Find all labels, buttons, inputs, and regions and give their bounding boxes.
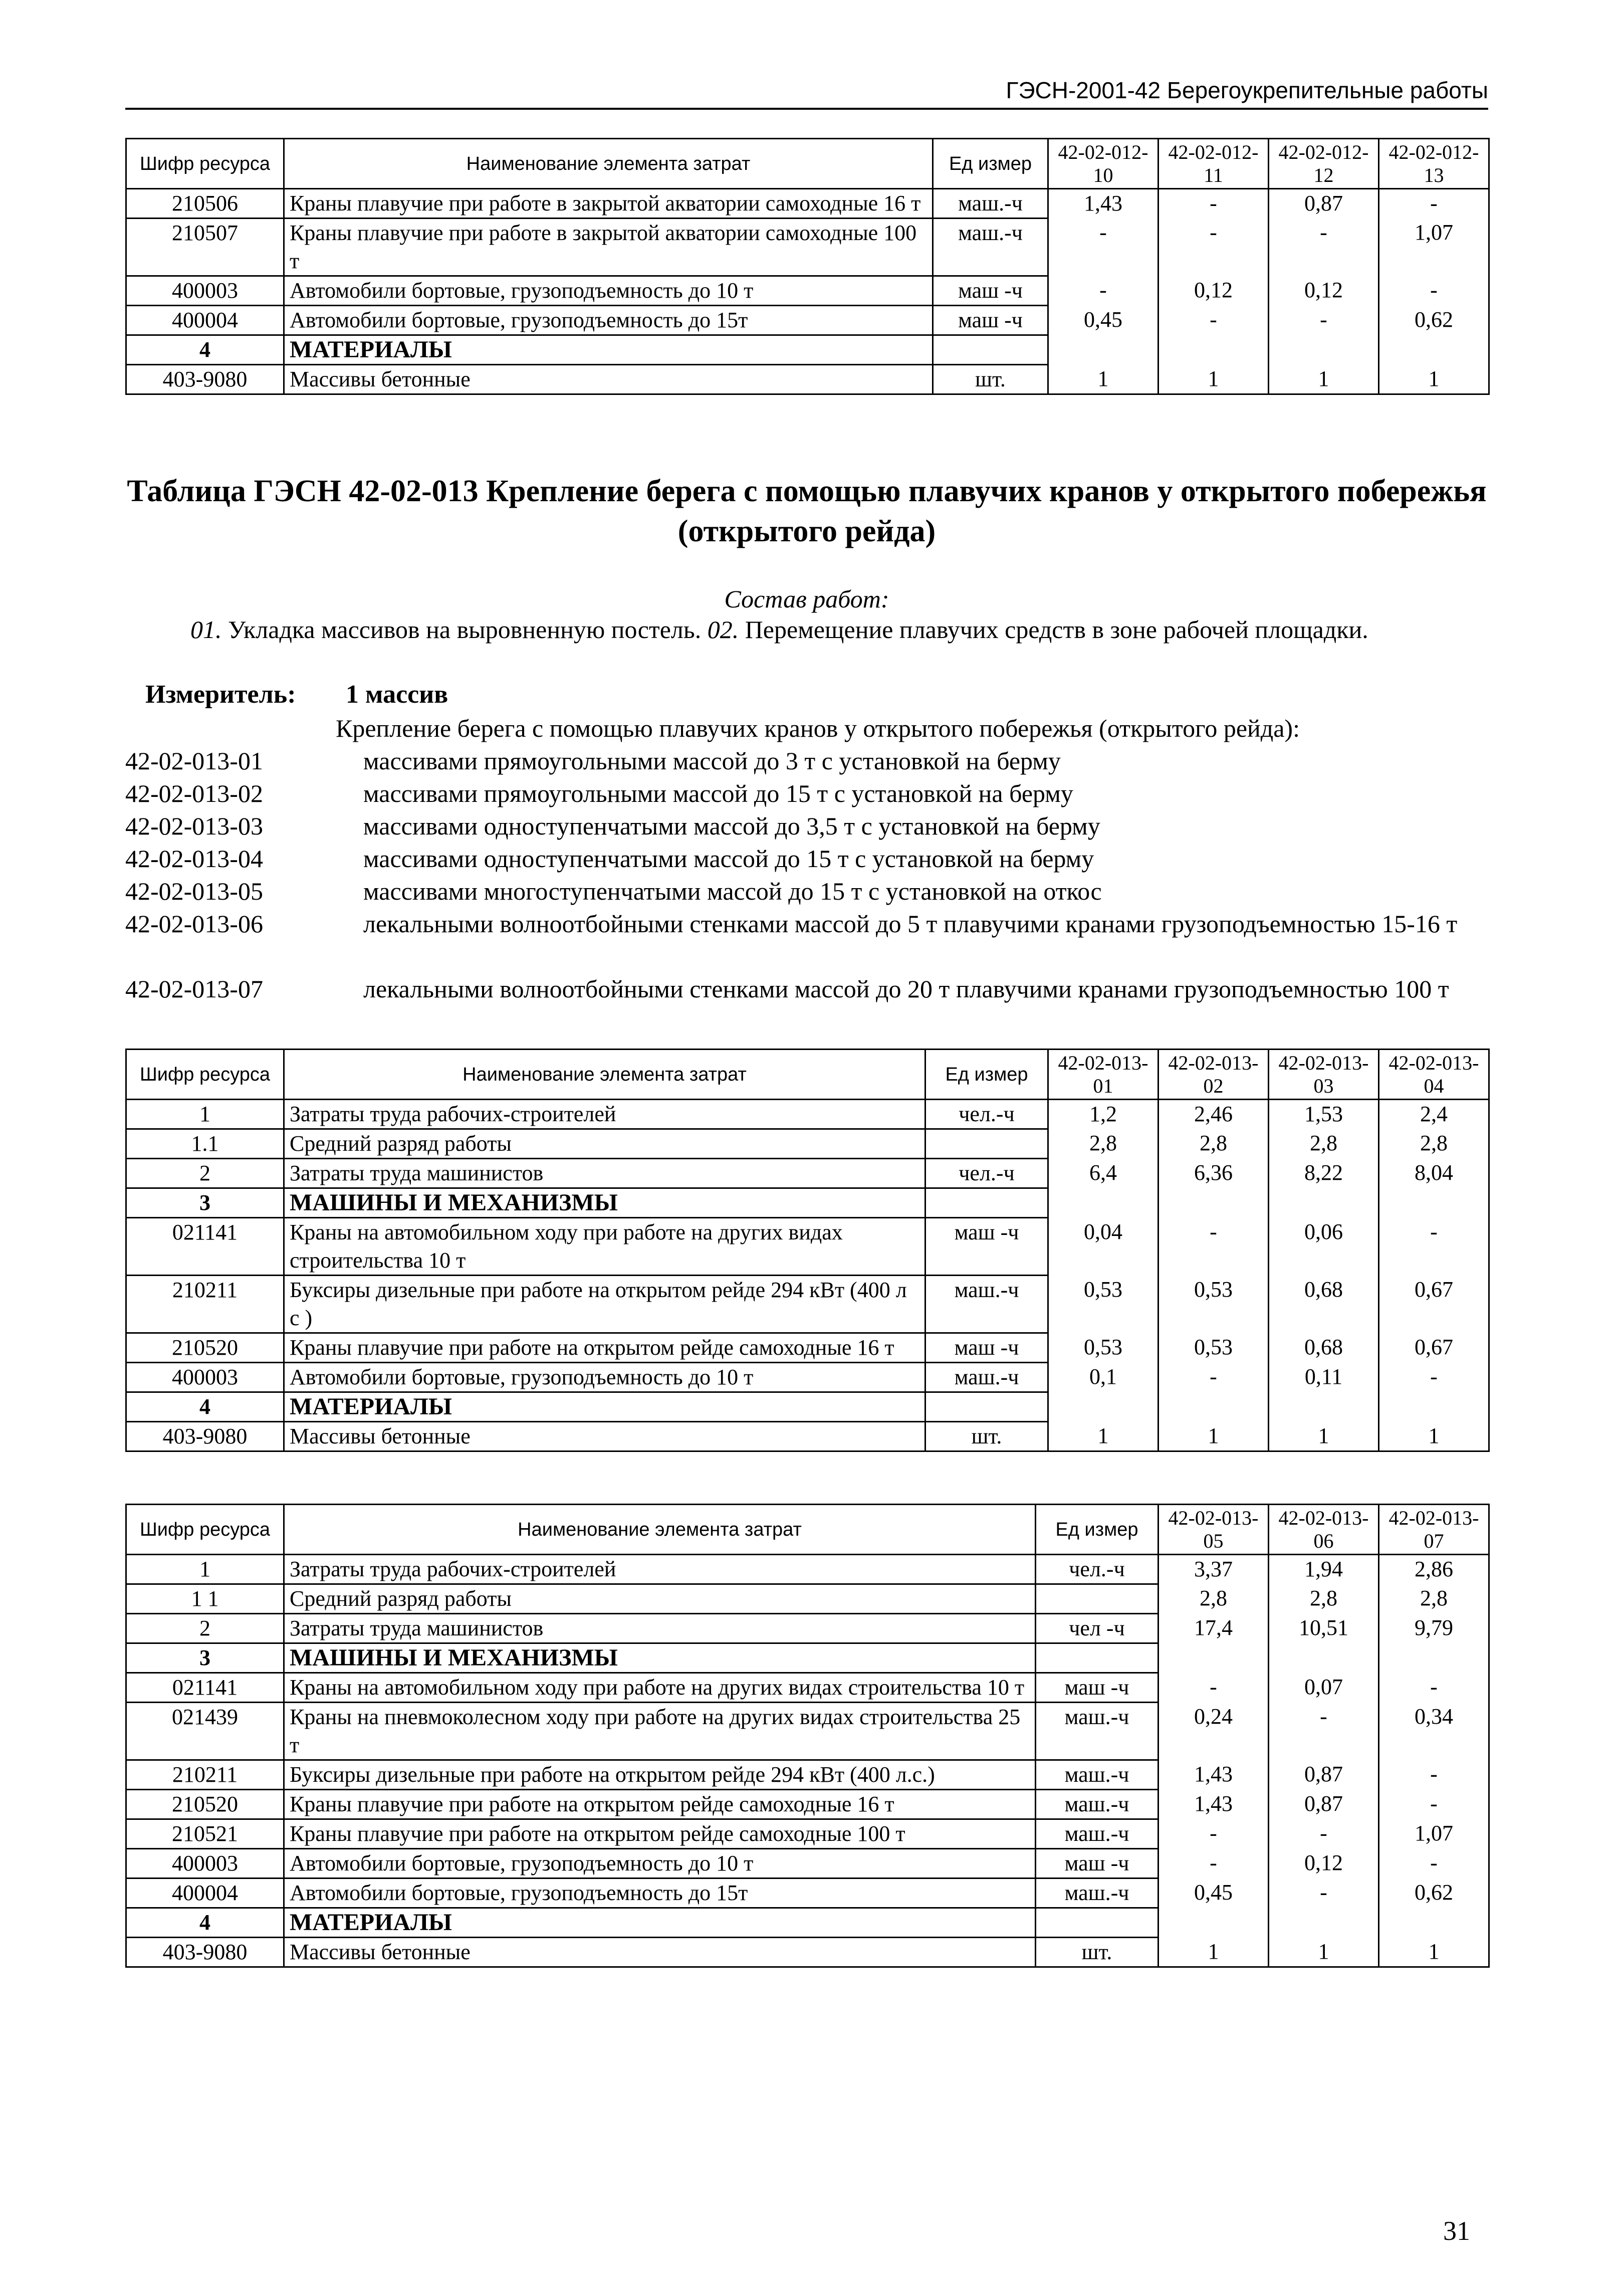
resource-name-cell: Затраты труда машинистов <box>284 1614 1036 1643</box>
table-header-row <box>126 1050 1489 1100</box>
unit-cell <box>1036 1584 1158 1614</box>
column-header-unit: Ед измер <box>925 1050 1048 1100</box>
meter-label: Измеритель: <box>145 680 296 709</box>
value-cell: 10,51 <box>1269 1614 1379 1643</box>
resource-code-cell: 400004 <box>126 1879 284 1908</box>
value-cell <box>1158 1908 1269 1938</box>
value-cell: - <box>1048 276 1158 306</box>
value-cell: - <box>1379 1790 1489 1819</box>
value-cell: 0,1 <box>1048 1363 1158 1392</box>
value-cell: 1 <box>1379 1422 1489 1451</box>
value-cell: - <box>1269 219 1379 276</box>
norm-code: 42-02-013-05 <box>125 877 263 905</box>
value-cell: 0,87 <box>1269 189 1379 219</box>
value-cell: - <box>1269 1703 1379 1760</box>
unit-cell: шт. <box>925 1422 1048 1451</box>
value-cell: 0,24 <box>1158 1703 1269 1760</box>
value-cell: 0,12 <box>1269 1849 1379 1879</box>
value-cell: 1 <box>1048 365 1158 394</box>
table-row <box>126 1100 1489 1129</box>
column-header-name: Наименование элемента затрат <box>284 139 933 189</box>
resource-code-cell: 4 <box>126 1392 284 1422</box>
column-header-name: Наименование элемента затрат <box>284 1050 925 1100</box>
resource-code-cell: 1 <box>126 1100 284 1129</box>
unit-cell: чел.-ч <box>925 1100 1048 1129</box>
resource-name-cell: МАШИНЫ И МЕХАНИЗМЫ <box>284 1188 925 1218</box>
value-cell: 2,8 <box>1158 1129 1269 1159</box>
table-title: Таблица ГЭСН 42-02-013 Крепление берега с помощью плавучих кранов у открытого побережья (открытого рейда) <box>127 474 1487 548</box>
value-cell: 1 <box>1269 365 1379 394</box>
table-row <box>126 1790 1489 1819</box>
value-cell: 9,79 <box>1379 1614 1489 1643</box>
unit-cell: маш.-ч <box>1036 1703 1158 1760</box>
unit-cell: маш -ч <box>933 306 1048 335</box>
work-step-text: Перемещение плавучих средств в зоне рабочей площадки. <box>745 615 1368 644</box>
value-cell: 6,36 <box>1158 1159 1269 1188</box>
value-cell: 0,12 <box>1269 276 1379 306</box>
unit-cell: маш.-ч <box>925 1276 1048 1333</box>
column-header-code: Шифр ресурса <box>126 1505 284 1555</box>
value-cell: 1 <box>1158 1938 1269 1967</box>
value-cell: - <box>1269 1819 1379 1849</box>
value-cell: 1 <box>1158 1422 1269 1451</box>
value-cell: 0,87 <box>1269 1790 1379 1819</box>
resource-name-cell: Краны плавучие при работе в закрытой акватории самоходные 16 т <box>284 189 933 219</box>
unit-cell: маш -ч <box>925 1218 1048 1276</box>
resource-code-cell: 210507 <box>126 219 284 276</box>
value-cell: 2,8 <box>1048 1129 1158 1159</box>
table-row <box>126 189 1489 219</box>
resource-code-cell: 403-9080 <box>126 1938 284 1967</box>
value-cell <box>1379 1643 1489 1673</box>
resource-name-cell: МАТЕРИАЛЫ <box>284 1392 925 1422</box>
value-cell: - <box>1379 1673 1489 1703</box>
column-header-code: Шифр ресурса <box>126 1050 284 1100</box>
section-row <box>126 1188 1489 1218</box>
table-row <box>126 1276 1489 1333</box>
value-cell <box>1269 1392 1379 1422</box>
value-cell: - <box>1158 1819 1269 1849</box>
value-cell: - <box>1379 189 1489 219</box>
resource-name-cell: Автомобили бортовые, грузоподъемность до 10 т <box>284 1849 1036 1879</box>
table-row <box>126 1760 1489 1790</box>
value-cell: 0,53 <box>1158 1333 1269 1363</box>
resource-name-cell: Массивы бетонные <box>284 1422 925 1451</box>
norm-code: 42-02-013-04 <box>125 845 263 873</box>
norm-text: массивами одноступенчатыми массой до 3,5 т с установкой на берму <box>363 812 1100 840</box>
unit-cell: чел -ч <box>1036 1614 1158 1643</box>
resource-name-cell: Автомобили бортовые, грузоподъемность до 10 т <box>284 276 933 306</box>
value-cell <box>1269 1908 1379 1938</box>
resource-name-cell: Средний разряд работы <box>284 1584 1036 1614</box>
unit-cell <box>1036 1908 1158 1938</box>
value-cell: 1 <box>1158 365 1269 394</box>
value-cell: 2,86 <box>1379 1555 1489 1584</box>
resource-code-cell: 210520 <box>126 1333 284 1363</box>
resource-code-cell: 400004 <box>126 306 284 335</box>
resource-code-cell: 1 1 <box>126 1584 284 1614</box>
value-cell: 17,4 <box>1158 1614 1269 1643</box>
value-cell: 1 <box>1379 1938 1489 1967</box>
value-cell: - <box>1158 189 1269 219</box>
value-cell <box>1269 1188 1379 1218</box>
resource-code-cell: 210506 <box>126 189 284 219</box>
resource-code-cell: 210211 <box>126 1276 284 1333</box>
value-cell: 8,04 <box>1379 1159 1489 1188</box>
value-cell: 0,34 <box>1379 1703 1489 1760</box>
resource-code-cell: 403-9080 <box>126 1422 284 1451</box>
unit-cell: шт. <box>1036 1938 1158 1967</box>
resource-name-cell: Буксиры дизельные при работе на открытом рейде 294 кВт (400 л с ) <box>284 1276 925 1333</box>
resource-code-cell: 403-9080 <box>126 365 284 394</box>
column-header-norm-code: 42-02-012-11 <box>1158 139 1269 189</box>
table-row <box>126 1614 1489 1643</box>
column-header-code: Шифр ресурса <box>126 139 284 189</box>
column-header-norm-code: 42-02-013-01 <box>1048 1050 1158 1100</box>
value-cell: 0,62 <box>1379 306 1489 335</box>
resource-name-cell: Автомобили бортовые, грузоподъемность до 15т <box>284 306 933 335</box>
value-cell: 0,07 <box>1269 1673 1379 1703</box>
table-row <box>126 1129 1489 1159</box>
value-cell: 1,43 <box>1158 1790 1269 1819</box>
value-cell: 3,37 <box>1158 1555 1269 1584</box>
resource-name-cell: МАШИНЫ И МЕХАНИЗМЫ <box>284 1643 1036 1673</box>
value-cell: - <box>1379 1849 1489 1879</box>
value-cell <box>1269 335 1379 365</box>
resource-name-cell: Затраты труда машинистов <box>284 1159 925 1188</box>
section-row <box>126 1392 1489 1422</box>
column-header-norm-code: 42-02-013-06 <box>1269 1505 1379 1555</box>
value-cell: 0,45 <box>1048 306 1158 335</box>
value-cell: 0,68 <box>1269 1333 1379 1363</box>
value-cell: - <box>1379 276 1489 306</box>
resource-code-cell: 2 <box>126 1614 284 1643</box>
page-number: 31 <box>1443 2216 1470 2246</box>
resource-table-013-part2 <box>125 1504 1490 1968</box>
value-cell: 1,94 <box>1269 1555 1379 1584</box>
resource-name-cell: Краны плавучие при работе на открытом рейде самоходные 16 т <box>284 1790 1036 1819</box>
value-cell: 0,12 <box>1158 276 1269 306</box>
unit-cell: маш.-ч <box>933 219 1048 276</box>
norm-text: массивами одноступенчатыми массой до 15 т с установкой на берму <box>363 845 1094 873</box>
resource-name-cell: Затраты труда рабочих-строителей <box>284 1555 1036 1584</box>
value-cell <box>1158 1188 1269 1218</box>
resource-name-cell: Краны на пневмоколесном ходу при работе на других видах строительства 25 т <box>284 1703 1036 1760</box>
unit-cell <box>925 1188 1048 1218</box>
value-cell <box>1158 1392 1269 1422</box>
table-row <box>126 1555 1489 1584</box>
section-row <box>126 1908 1489 1938</box>
resource-name-cell: Затраты труда рабочих-строителей <box>284 1100 925 1129</box>
value-cell: 6,4 <box>1048 1159 1158 1188</box>
resource-code-cell: 400003 <box>126 276 284 306</box>
value-cell: 0,53 <box>1048 1276 1158 1333</box>
value-cell <box>1379 1908 1489 1938</box>
value-cell: 0,87 <box>1269 1760 1379 1790</box>
value-cell <box>1048 1188 1158 1218</box>
resource-name-cell: Краны плавучие при работе на открытом рейде самоходные 16 т <box>284 1333 925 1363</box>
running-header: ГЭСН-2001-42 Берегоукрепительные работы <box>1006 77 1488 103</box>
value-cell: 2,4 <box>1379 1100 1489 1129</box>
value-cell: 1,43 <box>1158 1760 1269 1790</box>
value-cell: - <box>1158 306 1269 335</box>
unit-cell: маш -ч <box>933 276 1048 306</box>
table-row <box>126 1938 1489 1967</box>
value-cell: 1,07 <box>1379 1819 1489 1849</box>
resource-code-cell: 210520 <box>126 1790 284 1819</box>
value-cell: 0,53 <box>1158 1276 1269 1333</box>
value-cell: 1 <box>1379 365 1489 394</box>
value-cell: - <box>1158 1849 1269 1879</box>
value-cell: - <box>1269 306 1379 335</box>
column-header-norm-code: 42-02-013-03 <box>1269 1050 1379 1100</box>
resource-name-cell: Буксиры дизельные при работе на открытом рейде 294 кВт (400 л.с.) <box>284 1760 1036 1790</box>
value-cell: 1 <box>1269 1422 1379 1451</box>
value-cell: 2,8 <box>1379 1129 1489 1159</box>
resource-code-cell: 4 <box>126 335 284 365</box>
unit-cell: маш -ч <box>1036 1849 1158 1879</box>
value-cell: - <box>1269 1879 1379 1908</box>
column-header-norm-code: 42-02-013-02 <box>1158 1050 1269 1100</box>
table-row <box>126 1218 1489 1276</box>
unit-cell <box>1036 1643 1158 1673</box>
norm-code: 42-02-013-02 <box>125 779 263 807</box>
unit-cell: маш.-ч <box>1036 1819 1158 1849</box>
table-row <box>126 1879 1489 1908</box>
resource-code-cell: 1 <box>126 1555 284 1584</box>
value-cell: 2,8 <box>1158 1584 1269 1614</box>
norm-code: 42-02-013-03 <box>125 812 263 840</box>
table-row <box>126 1363 1489 1392</box>
norm-text: лекальными волноотбойными стенками массой до 20 т плавучими кранами грузоподъемностью 100 т <box>363 975 1449 1003</box>
value-cell: 0,68 <box>1269 1276 1379 1333</box>
resource-code-cell: 400003 <box>126 1363 284 1392</box>
norm-code: 42-02-013-01 <box>125 747 263 775</box>
value-cell: 1,07 <box>1379 219 1489 276</box>
value-cell: 0,06 <box>1269 1218 1379 1276</box>
section-row <box>126 335 1489 365</box>
value-cell: 2,8 <box>1379 1584 1489 1614</box>
unit-cell <box>933 335 1048 365</box>
value-cell: 0,45 <box>1158 1879 1269 1908</box>
resource-code-cell: 021439 <box>126 1703 284 1760</box>
resource-code-cell: 021141 <box>126 1673 284 1703</box>
resource-name-cell: Краны на автомобильном ходу при работе на других видах строительства 10 т <box>284 1218 925 1276</box>
value-cell <box>1269 1643 1379 1673</box>
table-row <box>126 1819 1489 1849</box>
table-row <box>126 1333 1489 1363</box>
norm-code: 42-02-013-06 <box>125 910 263 938</box>
value-cell: 1 <box>1048 1422 1158 1451</box>
unit-cell: маш.-ч <box>925 1363 1048 1392</box>
column-header-name: Наименование элемента затрат <box>284 1505 1036 1555</box>
resource-name-cell: Средний разряд работы <box>284 1129 925 1159</box>
value-cell <box>1048 1392 1158 1422</box>
meter-value: 1 массив <box>346 680 448 709</box>
meter <box>145 679 448 710</box>
work-composition-text <box>125 614 1488 645</box>
value-cell: 0,11 <box>1269 1363 1379 1392</box>
table-row <box>126 1584 1489 1614</box>
table-row <box>126 219 1489 276</box>
value-cell: 0,67 <box>1379 1276 1489 1333</box>
unit-cell <box>925 1129 1048 1159</box>
resource-code-cell: 2 <box>126 1159 284 1188</box>
table-header-row <box>126 139 1489 189</box>
resource-name-cell: Краны на автомобильном ходу при работе на других видах строительства 10 т <box>284 1673 1036 1703</box>
unit-cell: маш.-ч <box>1036 1790 1158 1819</box>
value-cell <box>1379 1188 1489 1218</box>
table-header-row <box>126 1505 1489 1555</box>
value-cell: 0,62 <box>1379 1879 1489 1908</box>
resource-name-cell: Краны плавучие при работе на открытом рейде самоходные 100 т <box>284 1819 1036 1849</box>
value-cell <box>1158 1643 1269 1673</box>
value-cell <box>1379 335 1489 365</box>
column-header-norm-code: 42-02-013-04 <box>1379 1050 1489 1100</box>
value-cell: 2,8 <box>1269 1129 1379 1159</box>
value-cell: - <box>1379 1760 1489 1790</box>
work-step-number: 01. <box>190 615 222 644</box>
resource-code-cell: 3 <box>126 1188 284 1218</box>
norm-text: массивами прямоугольными массой до 15 т с установкой на берму <box>363 779 1073 807</box>
value-cell: 2,8 <box>1269 1584 1379 1614</box>
value-cell: - <box>1158 1673 1269 1703</box>
resource-name-cell: МАТЕРИАЛЫ <box>284 335 933 365</box>
value-cell: - <box>1158 1218 1269 1276</box>
resource-code-cell: 400003 <box>126 1849 284 1879</box>
table-row <box>126 1422 1489 1451</box>
resource-name-cell: Краны плавучие при работе в закрытой акватории самоходные 100 т <box>284 219 933 276</box>
unit-cell: чел.-ч <box>925 1159 1048 1188</box>
norms-lead-text: Крепление берега с помощью плавучих кранов у открытого побережья (открытого рейда): <box>336 714 1300 742</box>
resource-name-cell: Автомобили бортовые, грузоподъемность до 15т <box>284 1879 1036 1908</box>
unit-cell: шт. <box>933 365 1048 394</box>
resource-code-cell: 4 <box>126 1908 284 1938</box>
column-header-norm-code: 42-02-012-12 <box>1269 139 1379 189</box>
resource-table-012 <box>125 138 1490 395</box>
column-header-norm-code: 42-02-012-13 <box>1379 139 1489 189</box>
unit-cell <box>925 1392 1048 1422</box>
norm-code: 42-02-013-07 <box>125 975 263 1003</box>
table-row <box>126 365 1489 394</box>
unit-cell: маш.-ч <box>1036 1760 1158 1790</box>
value-cell <box>1158 335 1269 365</box>
value-cell: 0,04 <box>1048 1218 1158 1276</box>
unit-cell: чел.-ч <box>1036 1555 1158 1584</box>
value-cell: - <box>1048 219 1158 276</box>
column-header-unit: Ед измер <box>1036 1505 1158 1555</box>
value-cell: 1,2 <box>1048 1100 1158 1129</box>
unit-cell: маш -ч <box>925 1333 1048 1363</box>
column-header-norm-code: 42-02-012-10 <box>1048 139 1158 189</box>
resource-code-cell: 210521 <box>126 1819 284 1849</box>
resource-name-cell: Массивы бетонные <box>284 1938 1036 1967</box>
table-row <box>126 306 1489 335</box>
header-rule <box>125 108 1488 110</box>
resource-table-013-part1 <box>125 1049 1490 1452</box>
norm-text: массивами многоступенчатыми массой до 15 т с установкой на откос <box>363 877 1102 905</box>
value-cell: 0,67 <box>1379 1333 1489 1363</box>
resource-code-cell: 1.1 <box>126 1129 284 1159</box>
norm-text: массивами прямоугольными массой до 3 т с установкой на берму <box>363 747 1061 775</box>
column-header-norm-code: 42-02-013-05 <box>1158 1505 1269 1555</box>
work-step-text: Укладка массивов на выровненную постель. <box>228 615 702 644</box>
unit-cell: маш.-ч <box>1036 1879 1158 1908</box>
resource-code-cell: 3 <box>126 1643 284 1673</box>
value-cell <box>1379 1392 1489 1422</box>
value-cell: 2,46 <box>1158 1100 1269 1129</box>
value-cell: - <box>1379 1363 1489 1392</box>
value-cell: - <box>1379 1218 1489 1276</box>
work-step-number: 02. <box>707 615 739 644</box>
value-cell <box>1048 335 1158 365</box>
unit-cell: маш -ч <box>1036 1673 1158 1703</box>
section-row <box>126 1643 1489 1673</box>
table-row <box>126 1159 1489 1188</box>
value-cell: - <box>1158 1363 1269 1392</box>
resource-name-cell: Автомобили бортовые, грузоподъемность до 10 т <box>284 1363 925 1392</box>
value-cell: 1,53 <box>1269 1100 1379 1129</box>
value-cell: 8,22 <box>1269 1159 1379 1188</box>
norm-text: лекальными волноотбойными стенками массой до 5 т плавучими кранами грузоподъемностью 15-16 т <box>363 910 1458 938</box>
table-row <box>126 276 1489 306</box>
value-cell: 1,43 <box>1048 189 1158 219</box>
column-header-unit: Ед измер <box>933 139 1048 189</box>
work-composition-heading: Состав работ: <box>724 585 889 613</box>
column-header-norm-code: 42-02-013-07 <box>1379 1505 1489 1555</box>
resource-name-cell: Массивы бетонные <box>284 365 933 394</box>
resource-code-cell: 210211 <box>126 1760 284 1790</box>
value-cell: 1 <box>1269 1938 1379 1967</box>
table-row <box>126 1703 1489 1760</box>
value-cell: - <box>1158 219 1269 276</box>
unit-cell: маш.-ч <box>933 189 1048 219</box>
table-row <box>126 1849 1489 1879</box>
value-cell: 0,53 <box>1048 1333 1158 1363</box>
resource-name-cell: МАТЕРИАЛЫ <box>284 1908 1036 1938</box>
resource-code-cell: 021141 <box>126 1218 284 1276</box>
table-row <box>126 1673 1489 1703</box>
